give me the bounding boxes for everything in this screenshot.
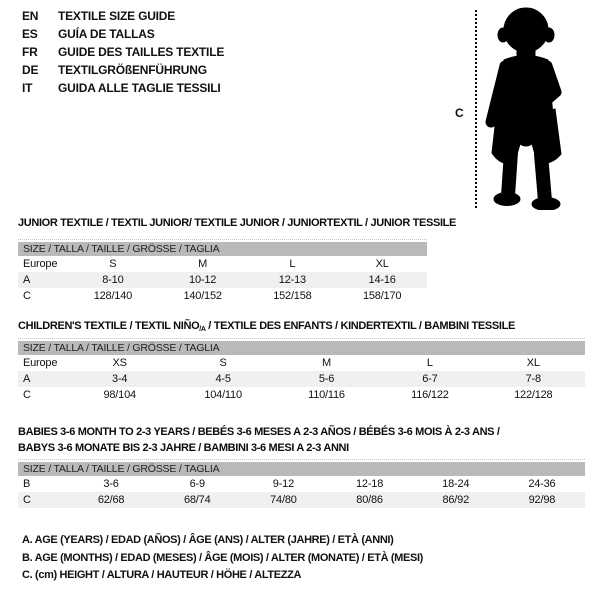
babies-title-line1: BABIES 3-6 MONTH TO 2-3 YEARS / BEBÉS 3-6 MESES A 2-3 AÑOS / BÉBÉS 3-6 MOIS À 2-3 ANS / — [18, 426, 500, 438]
junior-size-table — [18, 239, 427, 304]
size-header-band: SIZE / TALLA / TAILLE / GRÖSSE / TAGLIA — [18, 341, 585, 355]
baby-silhouette-icon — [482, 4, 574, 210]
language-label: TEXTILGRÖßENFÜHRUNG — [58, 63, 207, 77]
table-row-age — [18, 272, 427, 288]
size-cell: XL — [526, 357, 540, 369]
size-cell: 98/104 — [103, 389, 136, 401]
size-cell: 7-8 — [525, 373, 541, 385]
table-row-age — [18, 371, 585, 387]
row-label: Europe — [23, 258, 58, 270]
footnote-height-cm: C. (cm) HEIGHT / ALTURA / HAUTEUR / HÖHE / ALTEZZA — [22, 569, 302, 581]
children-title-post: / TEXTILE DES ENFANTS / KINDERTEXTIL / BAMBINI TESSILE — [205, 320, 515, 332]
size-cell: 158/170 — [362, 290, 402, 302]
language-code: IT — [22, 81, 33, 95]
size-cell: 110/116 — [308, 389, 345, 401]
row-label: Europe — [23, 357, 58, 369]
table-row-height — [18, 492, 585, 508]
language-row-en — [22, 7, 224, 25]
children-title-pre: CHILDREN'S TEXTILE / TEXTIL NIÑO — [18, 320, 200, 332]
table-row-height — [18, 387, 585, 403]
table-row-europe — [18, 256, 427, 272]
height-measure-label: C — [455, 106, 464, 120]
size-cell: XL — [375, 258, 389, 270]
size-cell: 62/68 — [97, 494, 125, 506]
size-cell: 104/110 — [204, 389, 242, 401]
size-cell: 6-7 — [422, 373, 438, 385]
size-header-band: SIZE / TALLA / TAILLE / GRÖSSE / TAGLIA — [18, 462, 585, 476]
language-code: ES — [22, 27, 38, 41]
size-cell: 12-13 — [278, 274, 306, 286]
size-cell: 14-16 — [368, 274, 396, 286]
row-label: C — [23, 290, 31, 302]
junior-table-title: JUNIOR TEXTILE / TEXTIL JUNIOR/ TEXTILE JUNIOR / JUNIORTEXTIL / JUNIOR TESSILE — [18, 217, 457, 229]
language-code: FR — [22, 45, 38, 59]
language-label: GUIDE DES TAILLES TEXTILE — [58, 45, 225, 59]
language-list — [22, 7, 224, 97]
language-label: GUÍA DE TALLAS — [58, 27, 155, 41]
size-cell: 6-9 — [189, 478, 205, 490]
legend-footnotes — [22, 532, 423, 585]
size-cell: 128/140 — [93, 290, 133, 302]
size-cell: XS — [112, 357, 127, 369]
babies-title-line2: BABYS 3-6 MONATE BIS 2-3 JAHRE / BAMBINI 3-6 MESI A 2-3 ANNI — [18, 442, 349, 454]
children-title-subscript: /A — [199, 326, 206, 333]
row-label: C — [23, 389, 31, 401]
size-cell: 152/158 — [273, 290, 312, 302]
height-dotted-line — [475, 10, 477, 208]
baby-height-figure — [450, 4, 580, 216]
language-label: GUIDA ALLE TAGLIE TESSILI — [58, 81, 221, 95]
size-cell: M — [198, 258, 208, 270]
size-cell: L — [426, 357, 433, 369]
babies-size-table — [18, 459, 585, 508]
size-cell: 116/122 — [411, 389, 449, 401]
table-row-europe — [18, 355, 585, 371]
language-row-fr — [22, 43, 224, 61]
size-cell: 3-6 — [103, 478, 119, 490]
children-table-title — [18, 320, 515, 333]
size-header-band: SIZE / TALLA / TAILLE / GRÖSSE / TAGLIA — [18, 242, 427, 256]
size-cell: 10-12 — [189, 274, 217, 286]
babies-table-title — [18, 424, 500, 456]
size-cell: L — [289, 258, 296, 270]
table-row-height — [18, 288, 427, 304]
size-cell: 9-12 — [272, 478, 295, 490]
size-cell: 12-18 — [356, 478, 384, 490]
language-code: EN — [22, 9, 39, 23]
size-cell: S — [219, 357, 227, 369]
footnote-age-years: A. AGE (YEARS) / EDAD (AÑOS) / ÂGE (ANS) / ALTER (JAHRE) / ETÀ (ANNI) — [22, 534, 394, 546]
row-label: A — [23, 274, 31, 286]
size-cell: 140/152 — [183, 290, 222, 302]
size-cell: 24-36 — [528, 478, 556, 490]
row-label: C — [23, 494, 31, 506]
footnote-age-months: B. AGE (MONTHS) / EDAD (MESES) / ÂGE (MOIS) / ALTER (MONATE) / ETÀ (MESI) — [22, 551, 423, 564]
size-cell: 92/98 — [528, 494, 556, 506]
size-cell: 18-24 — [442, 478, 470, 490]
size-cell: S — [109, 258, 117, 270]
size-cell: 4-5 — [215, 373, 231, 385]
table-row-months — [18, 476, 585, 492]
language-code: DE — [22, 63, 39, 77]
children-size-table — [18, 338, 585, 403]
size-cell: 86/92 — [442, 494, 469, 506]
language-row-es — [22, 25, 224, 43]
size-cell: 80/86 — [356, 494, 383, 506]
language-label: TEXTILE SIZE GUIDE — [58, 9, 176, 23]
row-label: A — [23, 373, 31, 385]
size-cell: 3-4 — [112, 373, 128, 385]
size-cell: 122/128 — [514, 389, 553, 401]
language-row-de — [22, 61, 224, 79]
row-label: B — [23, 478, 31, 490]
size-cell: M — [322, 357, 331, 369]
size-cell: 74/80 — [270, 494, 297, 506]
size-cell: 5-6 — [318, 373, 335, 385]
size-cell: 68/74 — [183, 494, 211, 506]
language-row-it — [22, 79, 224, 97]
size-cell: 8-10 — [102, 274, 124, 286]
